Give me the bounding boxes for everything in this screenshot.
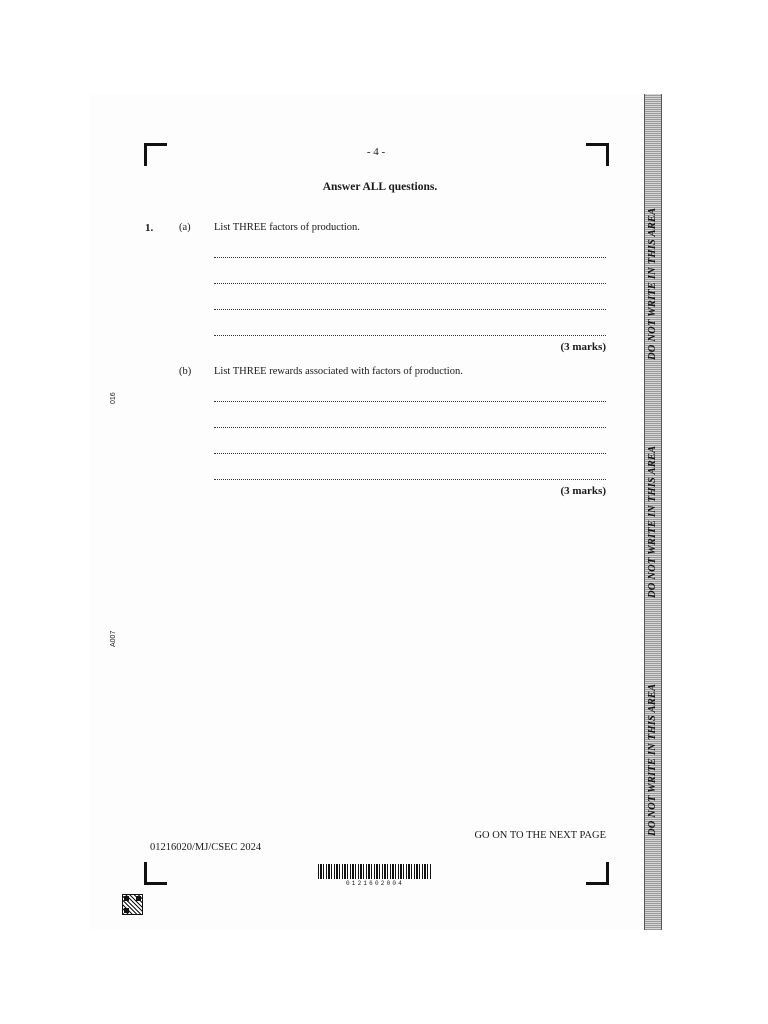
exam-code: 01216020/MJ/CSEC 2024 [150, 842, 262, 853]
exam-page [90, 94, 642, 930]
side-code-a007: A007 [110, 630, 117, 647]
crop-mark-top-left [144, 143, 167, 166]
side-code-016: 016 [110, 392, 117, 404]
answer-line-a2[interactable] [214, 283, 606, 284]
go-on-next-page: GO ON TO THE NEXT PAGE [474, 830, 606, 841]
page-number: - 4 - [366, 146, 386, 158]
answer-line-a1[interactable] [214, 257, 606, 258]
part-a-text: List THREE factors of production. [214, 222, 360, 233]
answer-line-b1[interactable] [214, 401, 606, 402]
crop-mark-bottom-right [586, 862, 609, 885]
margin-warning-bottom: DO NOT WRITE IN THIS AREA [647, 683, 658, 836]
part-a-marks: (3 marks) [560, 341, 606, 353]
answer-line-b3[interactable] [214, 453, 606, 454]
qr-code [122, 894, 143, 915]
answer-line-a3[interactable] [214, 309, 606, 310]
part-b-marks: (3 marks) [560, 485, 606, 497]
part-a-label: (a) [179, 222, 191, 233]
question-number: 1. [145, 222, 154, 234]
margin-warning-top: DO NOT WRITE IN THIS AREA [647, 207, 658, 360]
answer-line-b2[interactable] [214, 427, 606, 428]
crop-mark-top-right [586, 143, 609, 166]
answer-line-a4[interactable] [214, 335, 606, 336]
instruction-heading: Answer ALL questions. [322, 181, 438, 193]
crop-mark-bottom-left [144, 862, 167, 885]
margin-warning-middle: DO NOT WRITE IN THIS AREA [647, 445, 658, 598]
part-b-label: (b) [179, 366, 192, 377]
barcode [318, 864, 432, 879]
part-b-text: List THREE rewards associated with factors of production. [214, 366, 463, 377]
barcode-digits: 0121602004 [345, 880, 404, 887]
answer-line-b4[interactable] [214, 479, 606, 480]
